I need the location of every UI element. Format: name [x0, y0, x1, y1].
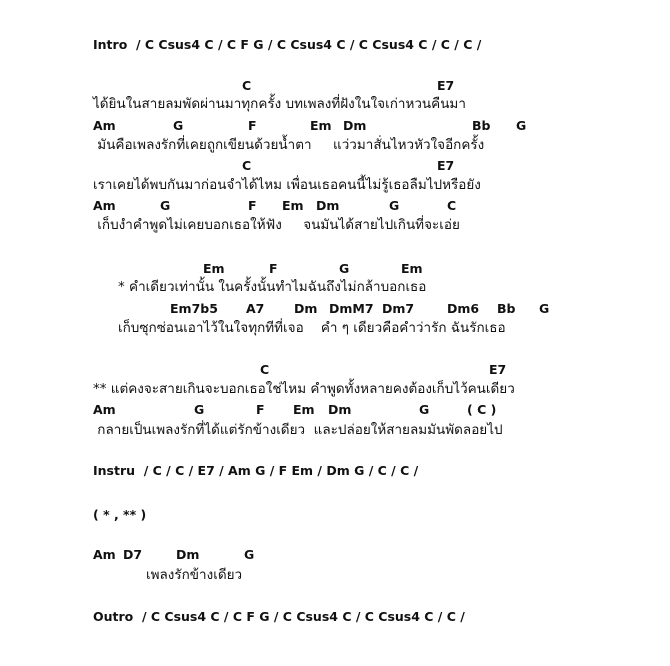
ending-chords: [0, 547, 670, 563]
chord: E7: [489, 362, 507, 377]
chord: Em: [310, 118, 332, 133]
chorus1-chords-1: [0, 261, 670, 277]
chord: F: [248, 118, 257, 133]
verse1-chords-2: [0, 118, 670, 134]
chord: DmM7: [329, 301, 374, 316]
chord: Am: [93, 402, 116, 417]
chord: C: [260, 362, 270, 377]
chord: Bb: [497, 301, 516, 316]
verse2-chords-1: [0, 158, 670, 174]
chord: G: [389, 198, 400, 213]
verse2-chords-2: [0, 198, 670, 214]
chord: Dm7: [382, 301, 415, 316]
chord: Dm: [294, 301, 318, 316]
chord: C: [242, 78, 252, 93]
chord: Dm: [316, 198, 340, 213]
chorus2-lyric-2: กลายเป็นเพลงรักที่ได้แต่รักข้างเดียว และปล่อยให้สายลมมันพัดลอยไป: [93, 422, 503, 438]
outro-line: Outro / C Csus4 C / C F G / C Csus4 C / C Csus4 C / C /: [93, 609, 465, 624]
chord: G: [516, 118, 527, 133]
chorus1-lyric-2: เก็บซุกซ่อนเอาไว้ในใจทุกทีที่เจอ คำ ๆ เดียวคือคำว่ารัก ฉันรักเธอ: [118, 320, 506, 336]
chord: ( C ): [467, 402, 497, 417]
chord: Em: [203, 261, 225, 276]
repeat-line: ( * , ** ): [93, 507, 147, 522]
chord: D7: [123, 547, 143, 562]
chord: G: [194, 402, 205, 417]
ending-lyric: เพลงรักข้างเดียว: [146, 567, 243, 583]
verse1-chords-1: [0, 78, 670, 94]
verse2-lyric-1: เราเคยได้พบกันมาก่อนจำได้ไหม เพื่อนเธอคนนี้ไม่รู้เธอลืมไปหรือยัง: [93, 177, 481, 193]
verse1-lyric-2: มันคือเพลงรักที่เคยถูกเขียนด้วยน้ำตา แว่วมาสั่นไหวหัวใจอีกครั้ง: [93, 137, 485, 153]
chord: C: [447, 198, 457, 213]
chord: Em: [282, 198, 304, 213]
chord: Em: [293, 402, 315, 417]
chord: Em: [401, 261, 423, 276]
chord: F: [269, 261, 278, 276]
chord: G: [160, 198, 171, 213]
chorus1-chords-2: [0, 301, 670, 317]
chord: G: [539, 301, 550, 316]
chord: Dm: [328, 402, 352, 417]
chord: G: [244, 547, 255, 562]
chord: Bb: [472, 118, 491, 133]
chord: Am: [93, 547, 116, 562]
chord: A7: [246, 301, 265, 316]
chorus2-chords-2: [0, 402, 670, 418]
chorus2-chords-1: [0, 362, 670, 378]
chord: G: [173, 118, 184, 133]
chord: Em7b5: [170, 301, 218, 316]
verse1-lyric-1: ได้ยินในสายลมพัดผ่านมาทุกครั้ง บทเพลงที่ฝังในใจเก่าหวนคืนมา: [93, 96, 466, 112]
chord: F: [256, 402, 265, 417]
chord: Dm: [343, 118, 367, 133]
chord: Dm: [176, 547, 200, 562]
verse2-lyric-2: เก็บงำคำพูดไม่เคยบอกเธอให้ฟัง จนมันได้สายไปเกินที่จะเอ่ย: [93, 217, 460, 233]
intro-line: Intro / C Csus4 C / C F G / C Csus4 C / C Csus4 C / C / C /: [93, 37, 482, 52]
chorus2-lyric-1: ** แต่คงจะสายเกินจะบอกเธอใช่ไหม คำพูดทั้งหลายคงต้องเก็บไว้คนเดียว: [93, 381, 515, 397]
chord: G: [339, 261, 350, 276]
chord: E7: [437, 158, 455, 173]
instru-line: Instru / C / C / E7 / Am G / F Em / Dm G / C / C /: [93, 463, 419, 478]
chord: G: [419, 402, 430, 417]
chord: E7: [437, 78, 455, 93]
chord: C: [242, 158, 252, 173]
chord: Am: [93, 198, 116, 213]
chord: Am: [93, 118, 116, 133]
chorus1-lyric-1: * คำเดียวเท่านั้น ในครั้งนั้นทำไมฉันถึงไม่กล้าบอกเธอ: [118, 279, 427, 295]
chord: Dm6: [447, 301, 480, 316]
chord: F: [248, 198, 257, 213]
